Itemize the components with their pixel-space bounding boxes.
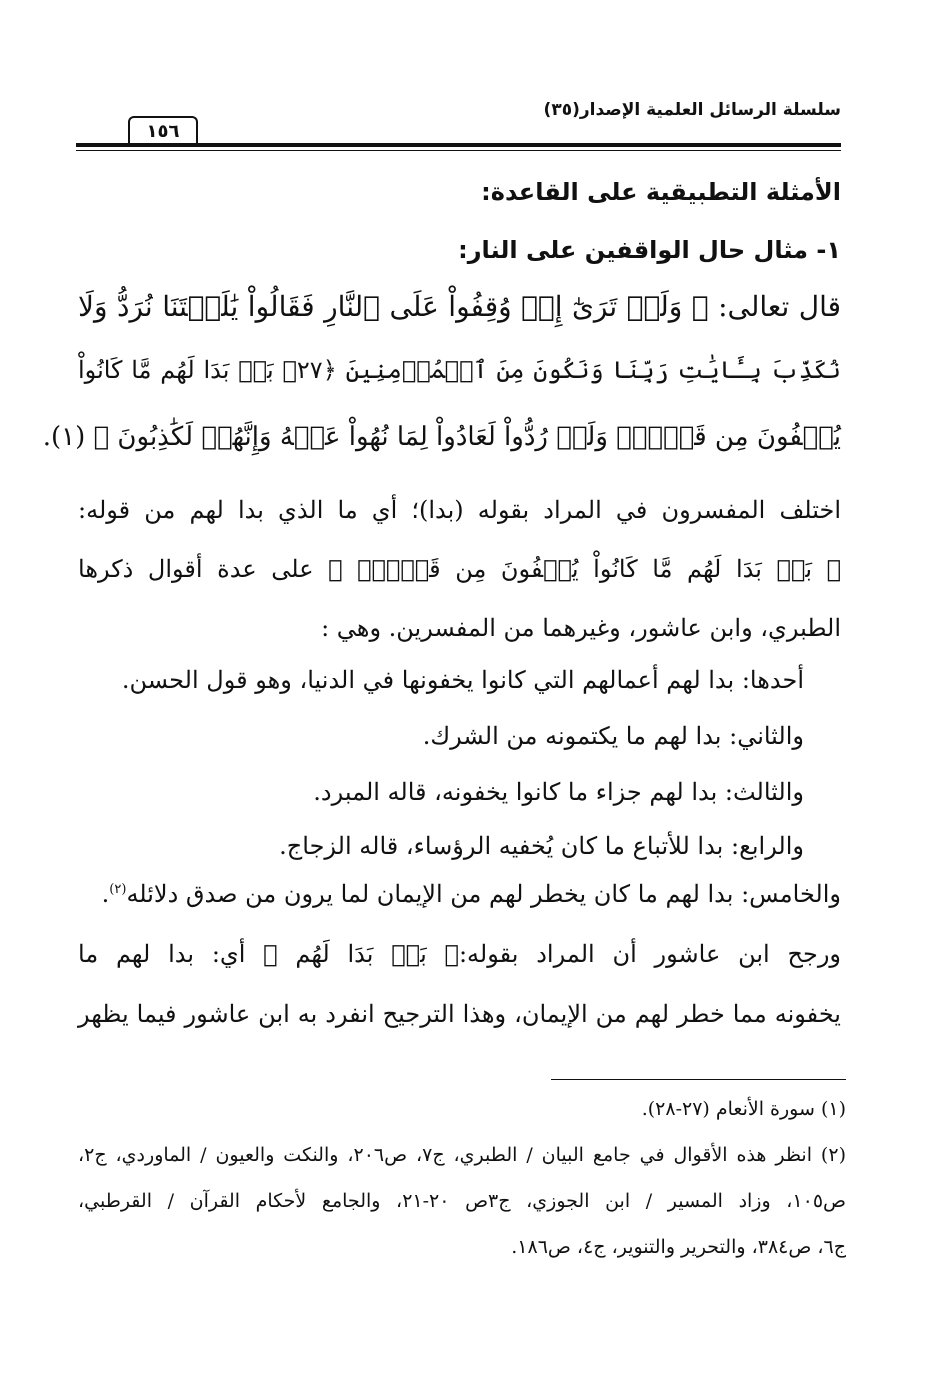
header-rule [76,143,841,147]
paragraph-line: ﴿ بَلۡ بَدَا لَهُم مَّا كَانُواْ يُخۡفُونَ مِن قَبۡلُۖ ﴾ على عدة أقوال ذكرها [78,555,841,583]
opinion-item: أحدها: بدا لهم أعمالهم التي كانوا يخفونها في الدنيا، وهو قول الحسن. [121,666,804,694]
verse-line: نُكَذِّبَ بِـَٔايَٰتِ رَبِّنَا وَنَكُونَ مِنَ ٱلۡمُؤۡمِنِينَ ﴿٢٧﴾ بَلۡ بَدَا لَهُم مَّا كَانُواْ [78,356,841,384]
header-rule-thin [76,150,841,151]
footnote-ref: (٢) [109,882,127,897]
opinion-item: والرابع: بدا للأتباع ما كان يُخفيه الرؤساء، قاله الزجاج. [279,832,804,860]
example-heading: ١- مثال حال الواقفين على النار: [458,236,841,264]
verse-line: يُخۡفُونَ مِن قَبۡلُۖ وَلَوۡ رُدُّواْ لَعَادُواْ لِمَا نُهُواْ عَنۡهُ وَإِنَّهُمۡ لَكَٰذِبُونَ ﴾ (١). [42,422,841,452]
footnote-2-line: ص١٠٥، وزاد المسير / ابن الجوزي، ج٣ص ٢٠-٢١، والجامع لأحكام القرآن / القرطبي، [78,1190,847,1212]
opinion-item: والثاني: بدا لهم ما يكتمونه من الشرك. [422,722,804,750]
paragraph-line: اختلف المفسرون في المراد بقوله (بدا)؛ أي ما الذي بدا لهم من قوله: [78,496,841,524]
verse-line: قال تعالى: ﴿ وَلَوۡ تَرَىٰٓ إِذۡ وُقِفُواْ عَلَى ٱلنَّارِ فَقَالُواْ يَٰلَيۡتَنَا نُرَدُّ وَلَا [78,290,841,323]
paragraph-line: ورجح ابن عاشور أن المراد بقوله:﴿ بَلۡ بَدَا لَهُم ﴾ أي: بدا لهم ما [78,940,842,968]
footnote-2-line: (٢) انظر هذه الأقوال في جامع البيان / الطبري، ج٧، ص٢٠٦، والنكت والعيون / الماوردي، ج٢، [78,1144,846,1166]
paragraph-line: يخفونه مما خطر لهم من الإيمان، وهذا الترجيح انفرد به ابن عاشور فيما يظهر [78,1000,841,1028]
opinion-end: . [101,880,110,908]
paragraph-line: الطبري، وابن عاشور، وغيرهما من المفسرين. وهي : [321,614,841,642]
page-number: ١٥٦ [128,116,198,146]
footnote-1: (١) سورة الأنعام (٢٧-٢٨). [641,1098,846,1120]
section-heading: الأمثلة التطبيقية على القاعدة: [481,178,841,206]
opinion-item: والثالث: بدا لهم جزاء ما كانوا يخفونه، قاله المبرد. [313,778,804,806]
opinion-text: والخامس: بدا لهم ما كان يخطر لهم من الإيمان لما يرون من صدق دلائله [126,880,841,908]
footnote-rule [551,1079,846,1080]
opinion-item [102,880,841,908]
series-title: سلسلة الرسائل العلمية الإصدار(٣٥) [543,100,841,120]
footnote-2-line: ج٦، ص٣٨٤، والتحرير والتنوير، ج٤، ص١٨٦. [511,1236,846,1258]
